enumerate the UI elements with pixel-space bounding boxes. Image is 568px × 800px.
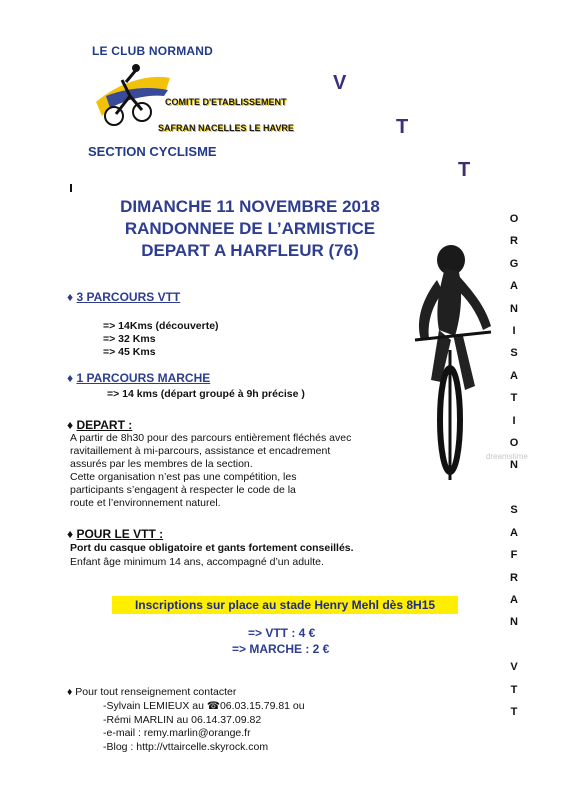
depart-heading (67, 418, 132, 432)
ce-line-1: COMITE D'ETABLISSEMENT (165, 97, 287, 107)
pour-vtt-line-2: Enfant âge minimum 14 ans, accompagné d’un adulte. (70, 556, 324, 568)
contact-line: -Rémi MARLIN au 06.14.37.09.82 (103, 713, 262, 726)
marche-heading-text: 1 PARCOURS MARCHE (76, 371, 211, 385)
side-letter: S (510, 347, 518, 360)
marche-heading (67, 371, 210, 385)
side-letter: R (510, 571, 518, 584)
contact-heading (67, 686, 236, 700)
depart-line: participants s’engagent à respecter le code de la (70, 484, 296, 496)
list-item: => 14Kms (découverte) (103, 320, 219, 332)
pour-vtt-line-1: Port du casque obligatoire et gants fortement conseillés. (70, 542, 354, 554)
side-letter: O (509, 213, 519, 225)
pour-vtt-heading-text: POUR LE VTT : (76, 527, 164, 541)
vtt-heading (67, 290, 180, 304)
price-marche: => MARCHE : 2 € (232, 642, 330, 656)
side-letter: F (510, 549, 518, 562)
title-line-1: DIMANCHE 11 NOVEMBRE 2018 (120, 197, 380, 216)
ce-line-2: SAFRAN NACELLES LE HAVRE (158, 123, 294, 133)
side-letter: I (512, 325, 516, 338)
side-letter: N (510, 616, 518, 629)
cursor-mark (70, 184, 72, 192)
diamond-bullet-icon: ♦ (67, 290, 74, 304)
side-letter: T (510, 392, 518, 405)
watermark-text: dreamstime (486, 452, 528, 461)
side-letter: A (510, 280, 518, 293)
depart-line: route et l’environnement naturel. (70, 497, 221, 509)
marche-item: => 14 kms (départ groupé à 9h précise ) (107, 388, 305, 400)
side-letter: N (510, 459, 518, 472)
side-letter: A (510, 369, 518, 382)
side-letter: I (512, 414, 516, 427)
side-letter (507, 477, 521, 499)
side-vertical-text (507, 208, 521, 723)
vtt-letter-3: T (458, 159, 471, 181)
depart-line: A partir de 8h30 pour des parcours entièrement fléchés avec (70, 432, 352, 444)
vtt-list (103, 320, 219, 359)
club-name: LE CLUB NORMAND (92, 44, 213, 58)
side-letter: A (510, 526, 518, 539)
diamond-bullet-icon: ♦ (67, 418, 74, 432)
vtt-heading-text: 3 PARCOURS VTT (76, 290, 181, 304)
contact-line: -e-mail : remy.marlin@orange.fr (103, 727, 251, 739)
side-letter: T (510, 705, 518, 718)
vtt-letter-1: V (333, 72, 347, 94)
inscriptions-banner: Inscriptions sur place au stade Henry Mehl dès 8H15 (112, 596, 458, 614)
diamond-bullet-icon: ♦ (67, 527, 74, 541)
list-item: => 32 Kms (103, 333, 156, 345)
side-letter: S (510, 504, 518, 517)
side-letter: G (509, 257, 519, 270)
side-letter (507, 634, 521, 656)
contact-list (103, 700, 305, 754)
diamond-bullet-icon: ♦ (67, 371, 74, 385)
section-title: SECTION CYCLISME (88, 144, 217, 159)
depart-heading-text: DEPART : (76, 418, 133, 432)
depart-line: ravitaillement à mi-parcours, assistance et encadrement (70, 445, 331, 457)
contact-heading-text: Pour tout renseignement contacter (75, 686, 237, 698)
side-letter: T (510, 683, 518, 696)
contact-line: -Blog : http://vttaircelle.skyrock.com (103, 740, 269, 753)
title-line-2: RANDONNEE DE L’ARMISTICE (124, 219, 376, 238)
list-item: => 45 Kms (103, 346, 156, 358)
price-vtt: => VTT : 4 € (248, 626, 316, 640)
pour-vtt-heading (67, 527, 163, 541)
side-letter: V (510, 661, 518, 674)
depart-line: Cette organisation n’est pas une compétition, les (70, 471, 297, 483)
depart-line: assurés par les membres de la section. (70, 458, 253, 470)
mountain-biker-image (395, 240, 505, 480)
side-letter: O (509, 437, 519, 450)
side-letter: R (510, 235, 518, 248)
contact-line: -Sylvain LEMIEUX au ☎06.03.15.79.81 ou (103, 700, 305, 712)
side-letter: A (510, 593, 518, 606)
depart-text (70, 432, 400, 510)
diamond-bullet-icon: ♦ (67, 686, 73, 698)
vtt-letter-2: T (396, 116, 409, 138)
title-line-3: DEPART A HARFLEUR (76) (141, 241, 359, 260)
side-letter: N (510, 302, 518, 315)
